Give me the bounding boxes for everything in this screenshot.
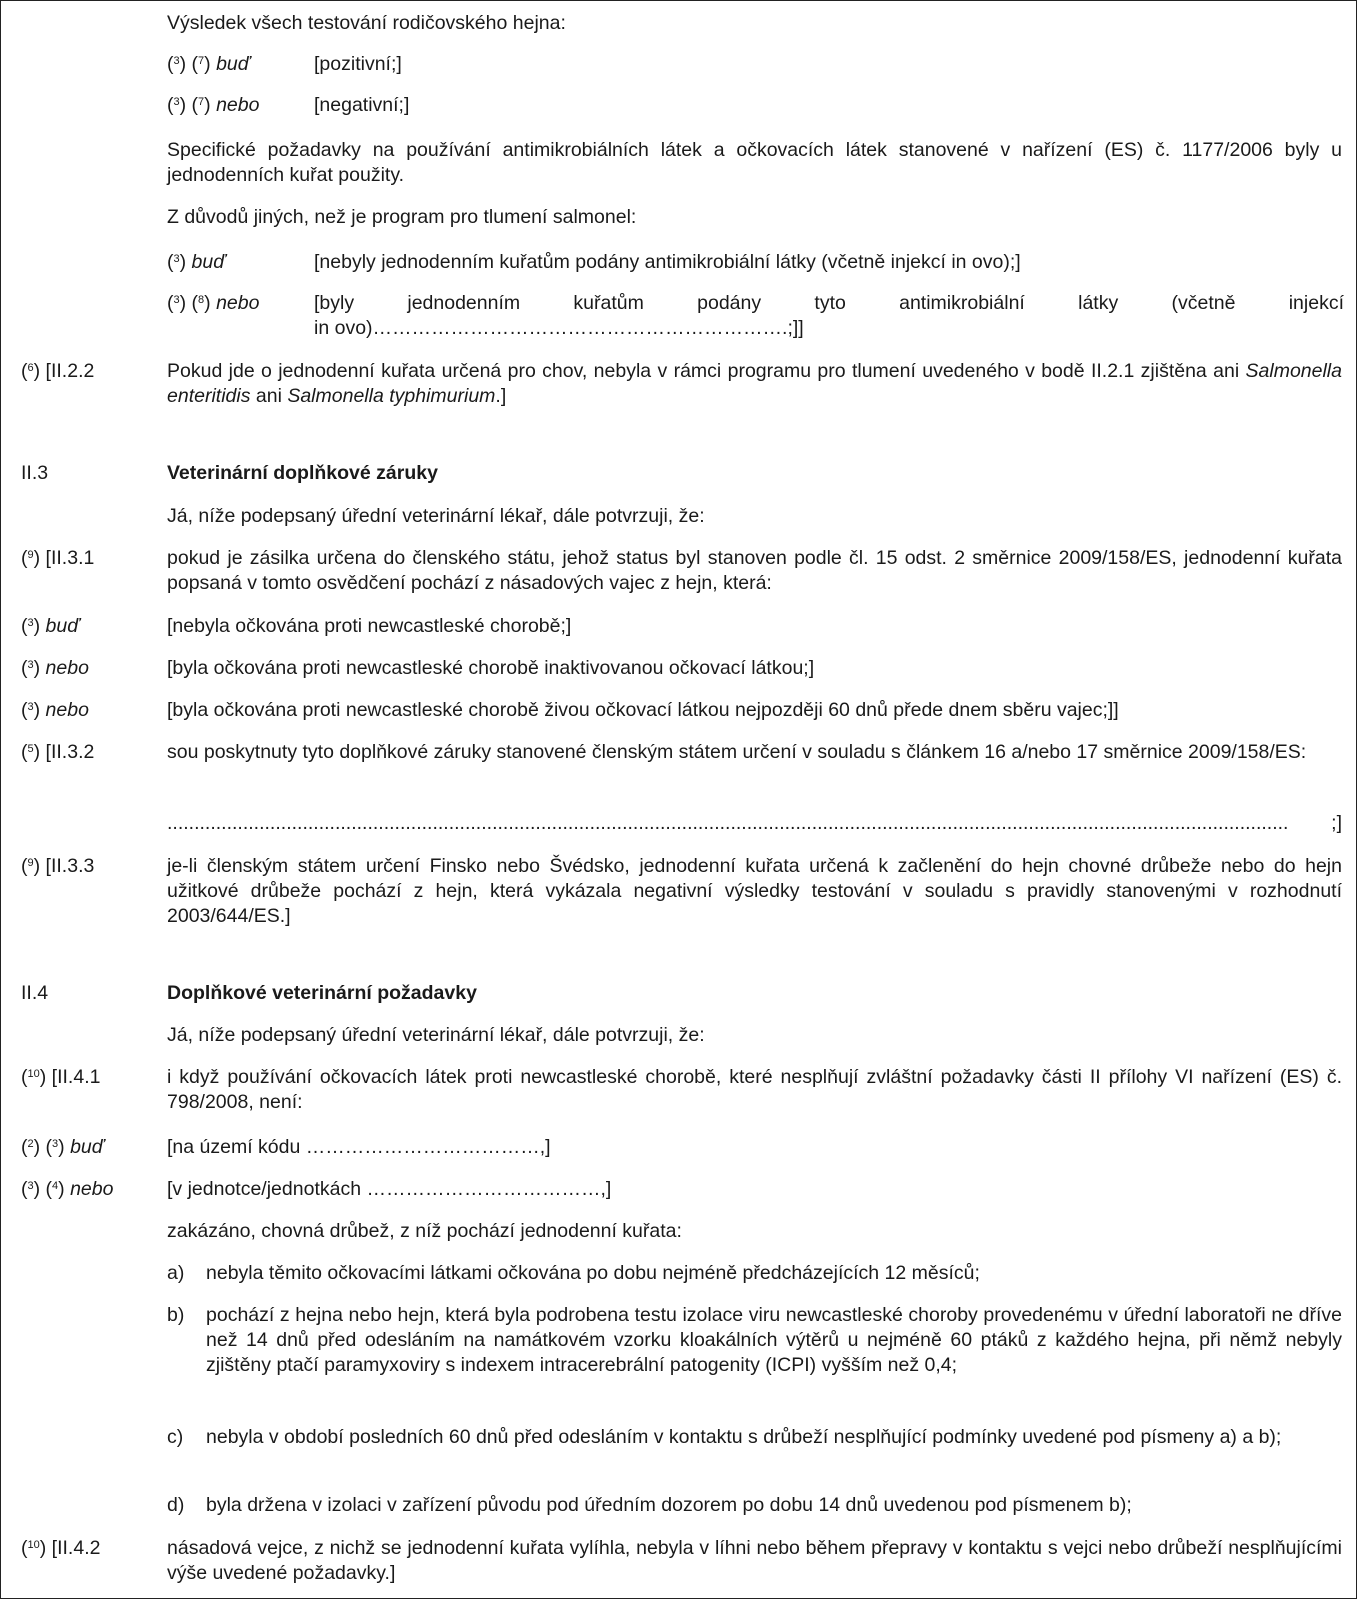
certification-statement: Já, níže podepsaný úřední veterinární lékař, dále potvrzuji, že: [167, 1024, 705, 1046]
clause-II-3-3-text: je-li členským státem určení Finsko nebo Švédsko, jednodenní kuřata určená k začlenění do hejn chovné drůbeže nebo do hejn užitkové drůbeže pochází z hejn, která vykázala negativní výsledky testování v souladu s pravidly stanovenými v rozhodnutí 2003/644/ES.] [167, 855, 1342, 927]
option-antimicrobials-given-line2: in ovo)……………………………………………………….;]] [314, 317, 804, 339]
list-item-d: byla držena v izolaci v zařízení původu pod úředním dozorem po dobu 14 dnů uvedenou pod písmenem b); [206, 1494, 1132, 1516]
prohibited-intro: zakázáno, chovná drůbež, z níž pochází jednodenní kuřata: [167, 1220, 682, 1242]
option-not-vaccinated: [nebyla očkována proti newcastleské chorobě;] [167, 615, 572, 637]
antimicrobial-requirements-paragraph: Specifické požadavky na používání antimikrobiálních látek a očkovacích látek stanovené v nařízení (ES) č. 1177/2006 byly u jednodenních kuřat použity. [167, 139, 1342, 186]
section-number: II.3 [21, 462, 49, 484]
option-inactivated-vaccine: [byla očkována proti newcastleské chorobě inaktivovanou očkovací látkou;] [167, 657, 815, 679]
option-label: ($^3$) ($^7$) buď [167, 53, 250, 75]
option-label: ($^2$) ($^3$) buď [21, 1136, 104, 1158]
list-item-c: nebyla v období posledních 60 dnů před odesláním v kontaktu s drůbeží nesplňující podmínky uvedené pod písmeny a) a b); [206, 1426, 1282, 1448]
list-item-a: nebyla těmito očkovacími látkami očkována po dobu nejméně předcházejících 12 měsíců; [206, 1262, 980, 1284]
clause-II-4-1-text: i když používání očkovacích látek proti newcastleské chorobě, které nesplňují zvláštní požadavky části II přílohy VI nařízení (ES) č. 798/2008, není: [167, 1066, 1342, 1113]
clause-II-3-2-text: sou poskytnuty tyto doplňkové záruky stanovené členským státem určení v souladu s článkem 16 a/nebo 17 směrnice 2009/158/ES: [167, 741, 1307, 763]
option-units: [v jednotce/jednotkách ………………………………,] [167, 1178, 612, 1200]
clause-number: ($^{10}$) [II.4.1 [21, 1066, 101, 1088]
fill-in-line: ............................................................................................................................................................................................................... ;] [167, 812, 1342, 834]
clause-II-4-2-text: násadová vejce, z nichž se jednodenní kuřata vylíhla, nebyla v líhni nebo během přepravy v kontaktu s vejci nebo drůbeží nesplňujícími výše uvedené požadavky.] [167, 1537, 1342, 1584]
option-positive: [pozitivní;] [314, 53, 402, 75]
clause-number: ($^6$) [II.2.2 [21, 360, 95, 382]
list-letter: c) [167, 1426, 184, 1448]
clause-number: ($^{10}$) [II.4.2 [21, 1537, 101, 1559]
parent-flock-results-intro: Výsledek všech testování rodičovského hejna: [167, 12, 566, 34]
other-reasons-intro: Z důvodů jiných, než je program pro tlumení salmonel: [167, 206, 637, 228]
option-label: ($^3$) buď [167, 251, 226, 273]
list-item-b: pochází z hejna nebo hejn, která byla podrobena testu izolace viru newcastleské choroby provedenému v úřední laboratoři ne dříve než 14 dnů před odesláním na namátkovém vzorku kloakálních výtěrů u nejméně 60 ptáků z každého hejna, při němž nebyly zjištěny ptačí paramyxoviry s indexem intracerebrální patogenity (ICPI) vyšším než 0,4; [206, 1304, 1342, 1376]
clause-II-3-1-text: pokud je zásilka určena do členského státu, jehož status byl stanoven podle čl. 15 odst. 2 směrnice 2009/158/ES, jednodenní kuřata popsaná v tomto osvědčení pochází z násadových vajec z hejn, která: [167, 547, 1342, 594]
list-letter: b) [167, 1304, 185, 1326]
section-title: Doplňkové veterinární požadavky [167, 982, 477, 1004]
clause-number: ($^9$) [II.3.1 [21, 547, 95, 569]
option-label: ($^3$) ($^7$) nebo [167, 94, 260, 116]
option-live-vaccine: [byla očkována proti newcastleské chorobě živou očkovací látkou nejpozději 60 dnů přede dnem sběru vajec;]] [167, 699, 1119, 721]
section-title: Veterinární doplňkové záruky [167, 462, 438, 484]
section-number: II.4 [21, 982, 49, 1004]
option-label: ($^3$) buď [21, 615, 80, 637]
option-label: ($^3$) nebo [21, 657, 89, 679]
option-negative: [negativní;] [314, 94, 410, 116]
option-label: ($^3$) ($^8$) nebo [167, 292, 260, 314]
option-territory-code: [na území kódu ………………………………,] [167, 1136, 551, 1158]
option-antimicrobials-given-line1: [byly jednodenním kuřatům podány tyto antimikrobiální látky (včetně injekcí [314, 292, 1344, 314]
option-no-antimicrobials: [nebyly jednodenním kuřatům podány antimikrobiální látky (včetně injekcí in ovo);] [314, 251, 1021, 273]
certification-statement: Já, níže podepsaný úřední veterinární lékař, dále potvrzuji, že: [167, 505, 705, 527]
list-letter: d) [167, 1494, 185, 1516]
option-label: ($^3$) nebo [21, 699, 89, 721]
clause-number: ($^5$) [II.3.2 [21, 741, 95, 763]
list-letter: a) [167, 1262, 185, 1284]
clause-II-2-2-text: Pokud jde o jednodenní kuřata určená pro chov, nebyla v rámci programu pro tlumení uvedeného v bodě II.2.1 zjištěna ani Salmonella enteritidis ani Salmonella typhimurium.] [167, 360, 1342, 407]
clause-number: ($^9$) [II.3.3 [21, 855, 95, 877]
option-label: ($^3$) ($^4$) nebo [21, 1178, 114, 1200]
